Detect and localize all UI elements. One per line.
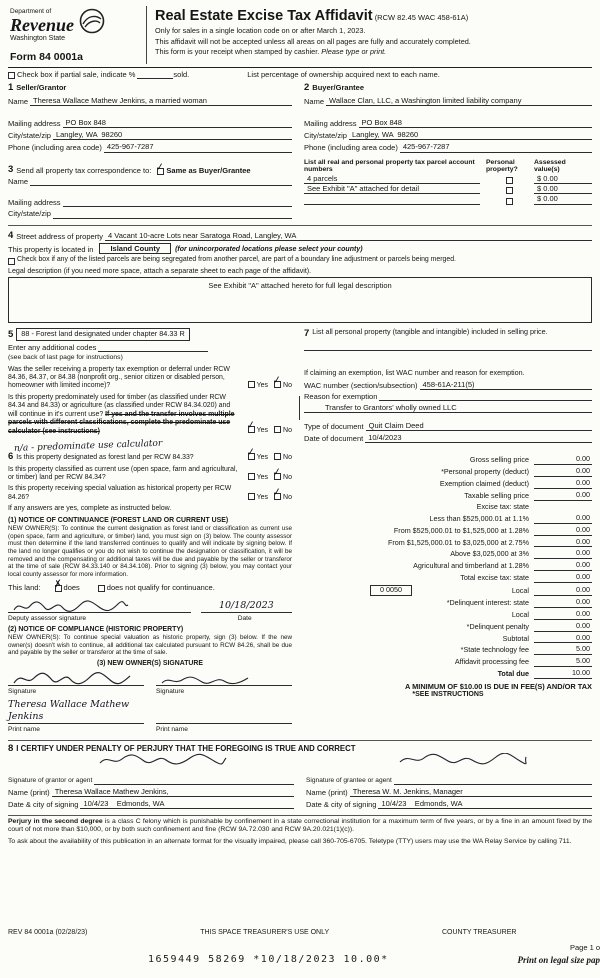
reason-exemption-label: Reason for exemption [304, 391, 378, 401]
signature-ink [160, 674, 250, 687]
parcel-row-3-personal-checkbox[interactable] [506, 198, 513, 205]
seller-phone-field[interactable]: 425-967-7287 [104, 142, 292, 152]
tax-row-label: *State technology fee [460, 645, 529, 655]
signature-ink [12, 671, 132, 687]
parcel-row-2-personal-checkbox[interactable] [506, 187, 513, 194]
minimum-due-note: A MINIMUM OF $10.00 IS DUE IN FEE(S) AND/OR TAX [405, 682, 592, 691]
forest-yes-checkbox[interactable] [245, 446, 256, 460]
section-8-certification [8, 740, 592, 811]
tax-row-value[interactable]: 0.00 [534, 455, 592, 465]
question-predominate-use: Is this property predominately used for timber (as classified under RCW 84.34 and 84.33) or agriculture (as classified under RCW 84.34.020) and will continue in it's current use? [8, 393, 231, 418]
buyer-mailing-field[interactable]: PO Box 848 [359, 118, 592, 128]
parcel-row-2-value[interactable]: $ 0.00 [534, 184, 592, 194]
partial-sale-label: Check box if partial sale, indicate % [17, 70, 136, 80]
type-of-document-label: Type of document [304, 422, 364, 432]
tax-row-value[interactable]: 0.00 [534, 479, 592, 489]
buyer-heading: Buyer/Grantee [312, 83, 364, 93]
parcel-row-1-field[interactable]: 4 parcels [304, 174, 480, 184]
ownership-percent-note: List percentage of ownership acquired next to each name. [247, 70, 440, 80]
dept-of-label: Department of [10, 8, 52, 15]
seller-heading: Seller/Grantor [16, 83, 67, 93]
county-select[interactable]: Island County [99, 243, 171, 254]
section-6-number: 6 [8, 450, 14, 462]
grantor-date-label: Date & city of signing [8, 799, 79, 809]
q1-no-label: No [283, 382, 292, 390]
handwritten-na-note: n/a - predominate use calculator [13, 438, 163, 454]
tax-row-label: Gross selling price [469, 455, 529, 465]
does-not-qualify-checkbox[interactable] [98, 585, 105, 592]
forest-no-label: No [283, 454, 292, 462]
grantee-signature-line[interactable] [394, 756, 592, 784]
new-owner-signature-line-2[interactable] [156, 674, 292, 686]
assessed-value-col-header: Assessed value(s) [534, 158, 566, 174]
seller-mailing-field[interactable]: PO Box 848 [63, 118, 292, 128]
tax-row-value[interactable]: 10.00 [534, 669, 592, 679]
corr-name-field[interactable] [30, 177, 292, 186]
new-owner-signature-title: (3) NEW OWNER(S) SIGNATURE [97, 659, 203, 667]
deputy-assessor-signature-line[interactable] [8, 601, 191, 613]
q2-no-checkbox[interactable] [274, 426, 281, 433]
partial-sold-label: sold. [173, 70, 190, 80]
header-note-3: This form is your receipt when stamped by cashier. [155, 46, 322, 56]
grantor-signature-label: Signature of grantor or agent [8, 776, 93, 784]
tax-row-value[interactable]: 0.00 [534, 561, 592, 571]
print-name-line-2[interactable] [156, 712, 292, 724]
perjury-notice [8, 815, 592, 835]
q2-yes-checkbox[interactable] [245, 419, 256, 433]
type-or-print-note: Please type or print. [321, 46, 387, 56]
question-exemption-deferral: Was the seller receiving a property tax exemption or deferral under RCW 84.36, 84.37, or 84.38 (nonprofit org., senior citizen or disabled person, homeowner with limited income)? [8, 365, 230, 390]
washington-state-label: Washington State [10, 34, 65, 42]
seller-city-field[interactable]: Langley, WA 98260 [53, 130, 292, 140]
grantee-signature-label: Signature of grantee or agent [306, 776, 392, 784]
parcel-row-1-value[interactable]: $ 0.00 [534, 174, 592, 184]
revenue-logo-icon [79, 8, 105, 34]
tax-row-label: Exemption claimed (deduct) [439, 479, 529, 489]
wac-number-label: WAC number (section/subsection) [304, 380, 418, 390]
tax-row-label: Less than $525,000.01 at 1.1% [429, 513, 529, 523]
does-qualify-checkbox[interactable] [52, 578, 63, 592]
tax-row-value[interactable]: 0.00 [534, 467, 592, 477]
reason-exemption-field-2[interactable]: Transfer to Grantors' wholly owned LLC [304, 403, 592, 413]
does-not-label: does not qualify for continuance. [106, 582, 215, 592]
buyer-name-field[interactable]: Wallace Clan, LLC, a Washington limited liability company [326, 96, 592, 106]
tax-row-value[interactable]: 0.00 [534, 538, 592, 548]
wac-number-field[interactable]: 458-61A-211(5) [420, 380, 592, 390]
tax-row-label: Total excise tax: state [460, 573, 529, 583]
see-instructions-note: *SEE INSTRUCTIONS [412, 691, 484, 699]
section-2-number: 2 [304, 82, 310, 94]
notice-compliance-body: NEW OWNER(S): To continue special valuation as historic property, sign (3) below. If the new owner(s) doesn't wish to continue, all additional tax calculated pursuant to RCW 84.26, shall be due and payable by the seller or transferor at the time of sale. [8, 633, 292, 657]
legal-description-label: Legal description (if you need more space, attach a separate sheet to each page of the affidavit). [8, 266, 312, 275]
additional-codes-field[interactable] [98, 343, 208, 352]
q2-no-label: No [283, 427, 292, 435]
q1-yes-label: Yes [256, 382, 269, 390]
historic-no-label: No [283, 493, 292, 501]
tax-row-value[interactable]: 0.00 [534, 526, 592, 536]
corr-city-field[interactable] [53, 210, 292, 219]
grantee-date-field[interactable]: 10/4/23 Edmonds, WA [378, 799, 592, 809]
tax-row-label: *Delinquent penalty [466, 621, 529, 631]
deputy-assessor-label: Deputy assessor signature [8, 614, 87, 622]
notice-compliance-title: (2) NOTICE OF COMPLIANCE (HISTORIC PROPERTY) [8, 625, 184, 633]
personal-property-field-1[interactable] [304, 342, 592, 351]
certify-statement: I CERTIFY UNDER PENALTY OF PERJURY THAT THE FOREGOING IS TRUE AND CORRECT [16, 743, 356, 753]
form-number: Form 84 0001a [10, 51, 83, 64]
rev-number: REV 84 0001a (02/28/23) [8, 929, 88, 937]
tax-row-value[interactable]: 0.00 [534, 634, 592, 644]
tax-row-label: Above $3,025,000 at 3% [450, 549, 529, 559]
county-treasurer-label: COUNTY TREASURER [442, 929, 517, 937]
reason-exemption-field-1[interactable] [379, 392, 592, 401]
treasurer-space-label: THIS SPACE TREASURER'S USE ONLY [200, 929, 330, 937]
buyer-city-label: City/state/zip [304, 131, 347, 141]
tax-row-label: Affidavit processing fee [454, 657, 529, 667]
unincorporated-note: (for unincorporated locations please select your county) [175, 245, 363, 253]
signature-ink [12, 599, 130, 614]
revenue-wordmark: Revenue [10, 14, 74, 35]
correspondence-label: Send all property tax correspondence to: [16, 165, 152, 175]
grantor-name-field[interactable]: Theresa Wallace Mathew Jenkins, [52, 787, 294, 797]
parcel-table [304, 159, 592, 205]
title-rcw-ref: (RCW 82.45 WAC 458-61A) [374, 13, 469, 22]
same-as-buyer-checkbox[interactable] [155, 161, 166, 175]
seller-city-label: City/state/zip [8, 131, 51, 141]
exemption-note: If claiming an exemption, list WAC number and reason for exemption. [304, 367, 525, 377]
date-label: Date [237, 614, 252, 622]
parcel-col-header: List all real and personal property tax parcel account numbers [304, 158, 475, 174]
tax-row-value[interactable]: 0.00 [534, 610, 592, 620]
street-address-field[interactable]: 4 Vacant 10-acre Lots near Saratoga Road, Langley, WA [105, 231, 592, 241]
if-yes-note: If any answers are yes, complete as instructed below. [8, 505, 172, 513]
q1-yes-checkbox[interactable] [248, 381, 255, 388]
personal-property-col-header: Personal property? [486, 158, 518, 174]
section-7-number: 7 [304, 328, 310, 340]
handwritten-check-icon: ✓ [272, 486, 283, 499]
handwritten-check-icon: ✓ [272, 374, 283, 387]
currentuse-no-label: No [283, 473, 292, 481]
handwritten-check-icon: ✓ [245, 446, 256, 459]
handwritten-check-icon: ✗ [52, 578, 63, 591]
located-in-label: This property is located in [8, 245, 94, 255]
historic-yes-label: Yes [256, 493, 269, 501]
tax-row-label: Agricultural and timberland at 1.28% [413, 561, 529, 571]
historic-yes-checkbox[interactable] [248, 493, 255, 500]
buyer-mailing-label: Mailing address [304, 119, 357, 129]
tax-row-value[interactable]: 0.00 [534, 598, 592, 608]
grantee-name-field[interactable]: Theresa W. M. Jenkins, Manager [350, 787, 592, 797]
corr-mailing-field[interactable] [63, 198, 292, 207]
alternate-format-note: To ask about the availability of this publication in an alternate format for the visually impaired, please call 360-705-6705. Teletype (TTY) users may use the WA Relay Service by calling 711. [8, 838, 572, 846]
location-code-box[interactable]: 0 0050 [370, 585, 412, 596]
section-1-number: 1 [8, 82, 14, 94]
tax-table [304, 455, 592, 679]
print-name-label-2: Print name [156, 725, 188, 733]
seller-column [8, 82, 300, 220]
tax-row-value[interactable]: 0.00 [534, 491, 592, 501]
header-note-2: This affidavit will not be accepted unless all areas on all pages are fully and accurately completed. [155, 36, 471, 46]
perjury-lead: Perjury in the second degree [8, 817, 103, 825]
tax-row-label: Excise tax: state [476, 501, 529, 511]
print-name-label-1: Print name [8, 725, 40, 733]
tax-row-value[interactable]: 0.00 [534, 622, 592, 632]
land-use-code-select[interactable]: 88 - Forest land designated under chapter 84.33 R [16, 328, 189, 341]
section-5-6-column [8, 326, 300, 735]
header-note-1: Only for sales in a single location code on or after March 1, 2023. [155, 26, 366, 36]
partial-sale-checkbox[interactable] [8, 72, 15, 79]
same-as-buyer-label: Same as Buyer/Grantee [166, 165, 251, 175]
predominate-use-bold-note: If yes and the transfer involves multiple parcels with different classifications, complete the predominate use calculator (see instructions) [8, 410, 235, 435]
grantor-signature-line[interactable] [94, 756, 294, 784]
seller-mailing-label: Mailing address [8, 119, 61, 129]
notice-continuance-title: (1) NOTICE OF CONTINUANCE (FOREST LAND OR CURRENT USE) [8, 516, 229, 524]
question-forest-land: Is this property designated as forest land per RCW 84.33? [16, 453, 194, 461]
perjury-text: is a class C felony which is punishable by confinement in a state correctional institution for a maximum term of five years, or by a fine in an amount fixed by the court of not more than $10,000, or by both such confinement and fine (RCW 9A.72.030 and RCW 9A.20.021(1)(c)). [8, 817, 592, 834]
date-of-document-field[interactable]: 10/4/2023 [365, 433, 592, 443]
assessor-date-value: 10/18/2023 [218, 599, 274, 611]
footer-strip [8, 929, 592, 938]
legal-description-field[interactable]: See Exhibit "A" attached hereto for full legal description [8, 277, 592, 323]
section-3-number: 3 [8, 163, 14, 175]
tax-row-label: From $525,000.01 to $1,525,000 at 1.28% [393, 525, 529, 535]
parcel-row-2-field[interactable]: See Exhibit "A" attached for detail [304, 184, 480, 194]
legal-size-note: Print on legal size pap [517, 955, 600, 966]
handwritten-check-icon: ✓ [155, 161, 166, 174]
signature-label-1: Signature [8, 688, 37, 696]
tax-row-label: *Delinquent interest: state [446, 597, 529, 607]
seller-name-field[interactable]: Theresa Wallace Mathew Jenkins, a married woman [30, 96, 292, 106]
section-8-number: 8 [8, 742, 14, 754]
buyer-phone-field[interactable]: 425-967-7287 [400, 142, 592, 152]
this-land-label: This land: [8, 582, 41, 592]
page-title: Real Estate Excise Tax Affidavit [155, 8, 373, 24]
section-4-property [8, 225, 592, 324]
does-label: does [63, 582, 80, 592]
q1-no-checkbox[interactable] [272, 374, 283, 388]
q2-yes-label: Yes [256, 427, 269, 435]
buyer-city-field[interactable]: Langley, WA 98260 [349, 130, 592, 140]
tax-row-label: Taxable selling price [464, 491, 529, 501]
type-of-document-field[interactable]: Quit Claim Deed [366, 421, 592, 431]
signature-ink [98, 735, 228, 786]
assessor-date-line[interactable] [201, 600, 292, 613]
forest-yes-label: Yes [256, 454, 269, 462]
column-divider [299, 396, 300, 420]
tax-row-label: Local [511, 609, 529, 619]
segregated-label: Check box if any of the listed parcels are being segregated from another parcel, are part of a boundary line adjustment or parcels being merged. [17, 256, 456, 264]
section-7-column [300, 326, 592, 735]
corr-mailing-label: Mailing address [8, 198, 61, 208]
tax-row-label: From $1,525,000.01 to $3,025,000 at 2.75% [387, 537, 529, 547]
parcel-row-1-personal-checkbox[interactable] [506, 177, 513, 184]
tax-row-value[interactable]: 0.00 [534, 514, 592, 524]
signature-ink [398, 735, 528, 786]
handwritten-check-icon: ✓ [245, 419, 256, 433]
question-current-use: Is this property classified as current use (open space, farm and agricultural, or timber) land per RCW 84.34? [8, 465, 238, 481]
cashier-stamp: 1659449 58269 *10/18/2023 10.00* [148, 953, 389, 965]
notice-continuance-body: NEW OWNER(S): To continue the current designation as forest land or classification as current use (open space, farm and agriculture, or timber) land, you must sign on (3) below. The county assessor must then determine if the land transferred continues to qualify and will indicate by signing below. If the land no longer qualifies or you do not wish to continue the designation or classification, it will be removed and the compensating or additional taxes will be due and payable by the seller or transferor at the time of sale (RCW 84.33.140 or 84.34.108). Prior to signing (3) below, you may contact your local county assessor for more information. [8, 525, 292, 579]
grantee-date-label: Date & city of signing [306, 799, 377, 809]
parcel-row-3-field[interactable] [304, 196, 480, 205]
section-5-number: 5 [8, 328, 14, 340]
header [8, 6, 592, 64]
currentuse-yes-checkbox[interactable] [248, 473, 255, 480]
tax-row-label: Subtotal [502, 633, 529, 643]
handwritten-check-icon: ✓ [272, 466, 283, 479]
tax-row-value[interactable]: 0.00 [534, 573, 592, 583]
buyer-phone-label: Phone (including area code) [304, 143, 398, 153]
buyer-name-label: Name [304, 96, 325, 106]
see-back-note: (see back of last page for instructions) [8, 354, 123, 362]
forest-no-checkbox[interactable] [274, 453, 281, 460]
tax-row-value[interactable]: 0.00 [534, 549, 592, 559]
print-name-handwritten: Theresa Wallace Mathew Jenkins [8, 699, 130, 722]
corr-city-label: City/state/zip [8, 209, 51, 219]
header-rule [8, 67, 592, 68]
page-number: Page 1 o [569, 942, 600, 952]
street-address-label: Street address of property [16, 231, 104, 241]
seller-phone-label: Phone (including area code) [8, 143, 102, 153]
buyer-column [300, 82, 592, 220]
currentuse-yes-label: Yes [256, 473, 269, 481]
seller-name-label: Name [8, 96, 29, 106]
tax-row-value[interactable]: 5.00 [534, 657, 592, 667]
signature-label-2: Signature [156, 688, 185, 696]
question-historical: Is this property receiving special valuation as historical property per RCW 84.26? [8, 485, 232, 501]
print-name-line-1[interactable] [8, 699, 144, 723]
grantor-date-field[interactable]: 10/4/23 Edmonds, WA [80, 799, 294, 809]
tax-row-label: *Personal property (deduct) [441, 467, 529, 477]
historic-no-checkbox[interactable] [272, 486, 283, 500]
partial-percent-field[interactable] [137, 70, 173, 79]
section-4-number: 4 [8, 229, 14, 241]
segregated-checkbox[interactable] [8, 258, 15, 265]
additional-codes-label: Enter any additional codes [8, 343, 97, 353]
personal-property-intro: List all personal property (tangible and intangible) included in selling price. [312, 327, 548, 337]
tax-row-label: Total due [497, 669, 529, 679]
parcel-row-3-value[interactable]: $ 0.00 [534, 194, 592, 204]
date-of-document-label: Date of document [304, 434, 364, 444]
grantee-name-label: Name (print) [306, 787, 348, 797]
tax-row-value[interactable]: 5.00 [534, 645, 592, 655]
currentuse-no-checkbox[interactable] [272, 466, 283, 480]
new-owner-signature-line-1[interactable] [8, 674, 144, 686]
corr-name-label: Name [8, 177, 29, 187]
agency-block [8, 6, 146, 64]
tax-row-label: Local [511, 586, 529, 596]
grantor-name-label: Name (print) [8, 787, 50, 797]
tax-row-value[interactable]: 0.00 [534, 586, 592, 596]
